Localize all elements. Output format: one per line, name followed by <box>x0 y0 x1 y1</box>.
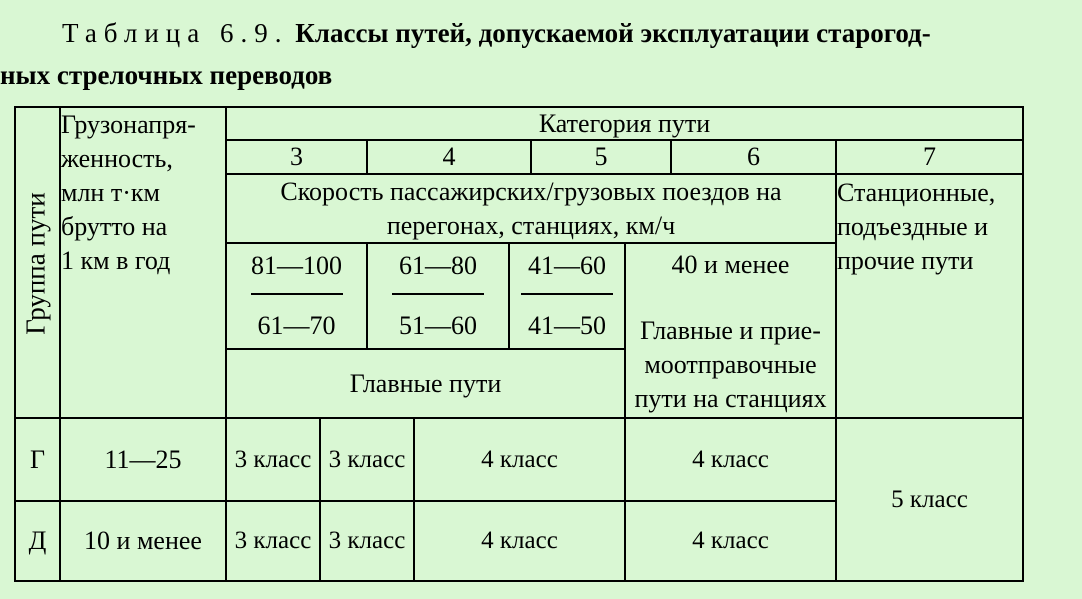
category-6: 6 <box>747 142 760 171</box>
table-row-group: Д <box>28 526 47 555</box>
speed-cat-3 <box>227 244 366 348</box>
speed-passenger: 61—80 <box>399 251 477 281</box>
main-tracks-label: Главные пути <box>349 368 502 398</box>
fraction-bar <box>392 293 484 295</box>
load-header <box>61 108 225 308</box>
speed-header-line-2: перегонах, станциях, км/ч <box>386 210 676 240</box>
station-class-cell: 5 класс <box>891 485 968 513</box>
table-row-class-6: 4 класс <box>692 527 769 554</box>
load-header-line: женность, <box>61 144 173 173</box>
speed-cat-4 <box>368 244 508 348</box>
table-row-class-3b: 3 класс <box>328 527 406 554</box>
table-row-load: 10 и менее <box>84 526 202 555</box>
speed-passenger: 41—60 <box>528 251 606 281</box>
category-7: 7 <box>923 142 936 171</box>
receiving-line: пути на станциях <box>634 384 827 413</box>
caption-title: Классы путей, допускаемой эксплуатации старогод- <box>295 18 931 48</box>
speed-freight: 41—50 <box>528 310 606 340</box>
category-3: 3 <box>290 142 303 171</box>
table-row-class-3b: 3 класс <box>328 445 406 473</box>
speed-header <box>227 175 835 242</box>
receiving-line: Главные и прие- <box>640 316 821 345</box>
station-header-line: подъездные и <box>837 212 989 241</box>
table-row-class-3a: 3 класс <box>234 445 312 473</box>
load-header-line: млн т·км <box>61 178 160 207</box>
speed-freight: 61—70 <box>257 310 336 340</box>
speed-passenger: 81—100 <box>251 251 342 281</box>
load-header-line: 1 км в год <box>61 246 171 275</box>
load-header-line: брутто на <box>61 212 168 241</box>
table-row-class-5: 4 класс <box>481 445 558 473</box>
receiving-line: моотправочные <box>644 350 817 379</box>
table-row-class-3a: 3 класс <box>234 527 312 554</box>
fraction-bar <box>251 293 343 295</box>
table-border-bottom <box>14 580 1024 582</box>
caption-line-2: ных стрелочных переводов <box>0 60 333 90</box>
category-5: 5 <box>594 142 608 171</box>
speed-header-line-1: Скорость пассажирских/грузовых поездов на <box>280 176 782 206</box>
station-header-line: прочие пути <box>837 246 974 275</box>
category-4: 4 <box>442 142 456 171</box>
table-row-group: Г <box>29 444 46 474</box>
table-border-right <box>1022 106 1024 582</box>
category-header: Категория пути <box>538 108 711 138</box>
station-tracks-header <box>837 176 1022 286</box>
speed-freight: 51—60 <box>399 310 477 340</box>
group-header: Группа пути <box>20 191 51 335</box>
speed-cat-5 <box>510 244 624 348</box>
station-header-line: Станционные, <box>837 178 996 207</box>
table-row-load: 11—25 <box>104 444 182 474</box>
load-header-line: Грузонапря- <box>61 110 196 139</box>
caption-label: Таблица 6.9. <box>62 18 289 48</box>
fraction-bar <box>521 293 613 295</box>
table-row-class-5: 4 класс <box>481 527 558 554</box>
table-row-class-6: 4 класс <box>692 445 769 473</box>
receiving-tracks-label <box>626 314 835 416</box>
speed-cat-6: 40 и менее <box>671 250 790 279</box>
